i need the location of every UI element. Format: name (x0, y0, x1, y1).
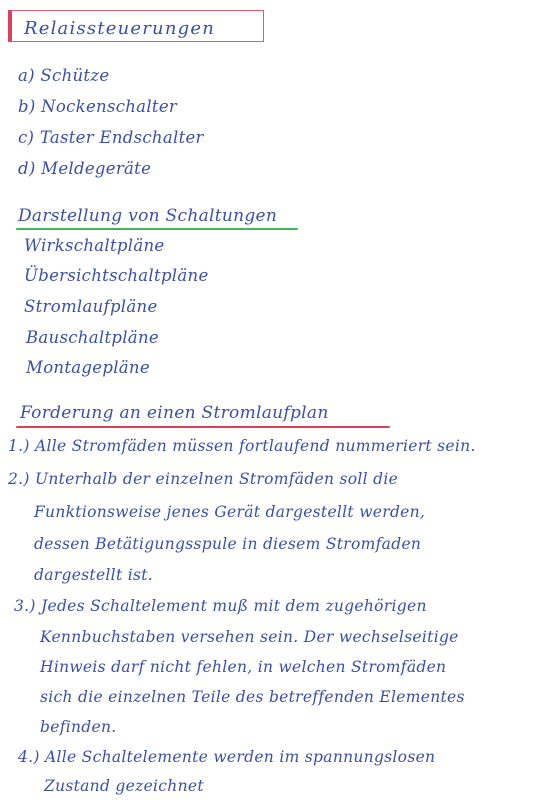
green-underline (16, 228, 298, 230)
rule-4-line-2: Zustand gezeichnet (44, 777, 204, 795)
list-item-a: a) Schütze (18, 66, 110, 85)
rule-2-line-3: dessen Betätigungsspule in diesem Stromfaden (34, 535, 422, 553)
rule-3-line-4: sich die einzelnen Teile des betreffenden Elementes (40, 688, 465, 706)
title-box (8, 10, 264, 42)
rule-2-line-2: Funktionsweise jenes Gerät dargestellt werden, (34, 503, 426, 521)
list-item-uebersichtschaltplaene: Übersichtschaltpläne (24, 266, 209, 285)
list-item-b: b) Nockenschalter (18, 97, 178, 116)
list-item-montageplaene: Montagepläne (26, 358, 150, 377)
rule-2-line-1: 2.) Unterhalb der einzelnen Stromfäden soll die (8, 470, 399, 488)
section-heading-darstellung: Darstellung von Schaltungen (18, 206, 278, 226)
list-item-bauschaltplaene: Bauschaltpläne (26, 328, 159, 347)
rule-3-line-2: Kennbuchstaben versehen sein. Der wechselseitige (40, 628, 459, 646)
rule-3-line-5: befinden. (40, 718, 117, 736)
list-item-d: d) Meldegeräte (18, 159, 152, 178)
rule-4-line-1: 4.) Alle Schaltelemente werden im spannungslosen (18, 748, 436, 766)
rule-3-line-1: 3.) Jedes Schaltelement muß mit dem zugehörigen (14, 597, 427, 615)
list-item-wirkschaltplaene: Wirkschaltpläne (24, 236, 165, 255)
page-title: Relaissteuerungen (24, 18, 216, 39)
list-item-stromlaufplaene: Stromlaufpläne (24, 297, 158, 316)
section-heading-forderung: Forderung an einen Stromlaufplan (20, 403, 329, 423)
list-item-c: c) Taster Endschalter (18, 128, 204, 147)
rule-2-line-4: dargestellt ist. (34, 566, 153, 584)
red-underline (16, 426, 390, 428)
rule-3-line-3: Hinweis darf nicht fehlen, in welchen Stromfäden (40, 658, 447, 676)
rule-1: 1.) Alle Stromfäden müssen fortlaufend nummeriert sein. (8, 437, 476, 455)
